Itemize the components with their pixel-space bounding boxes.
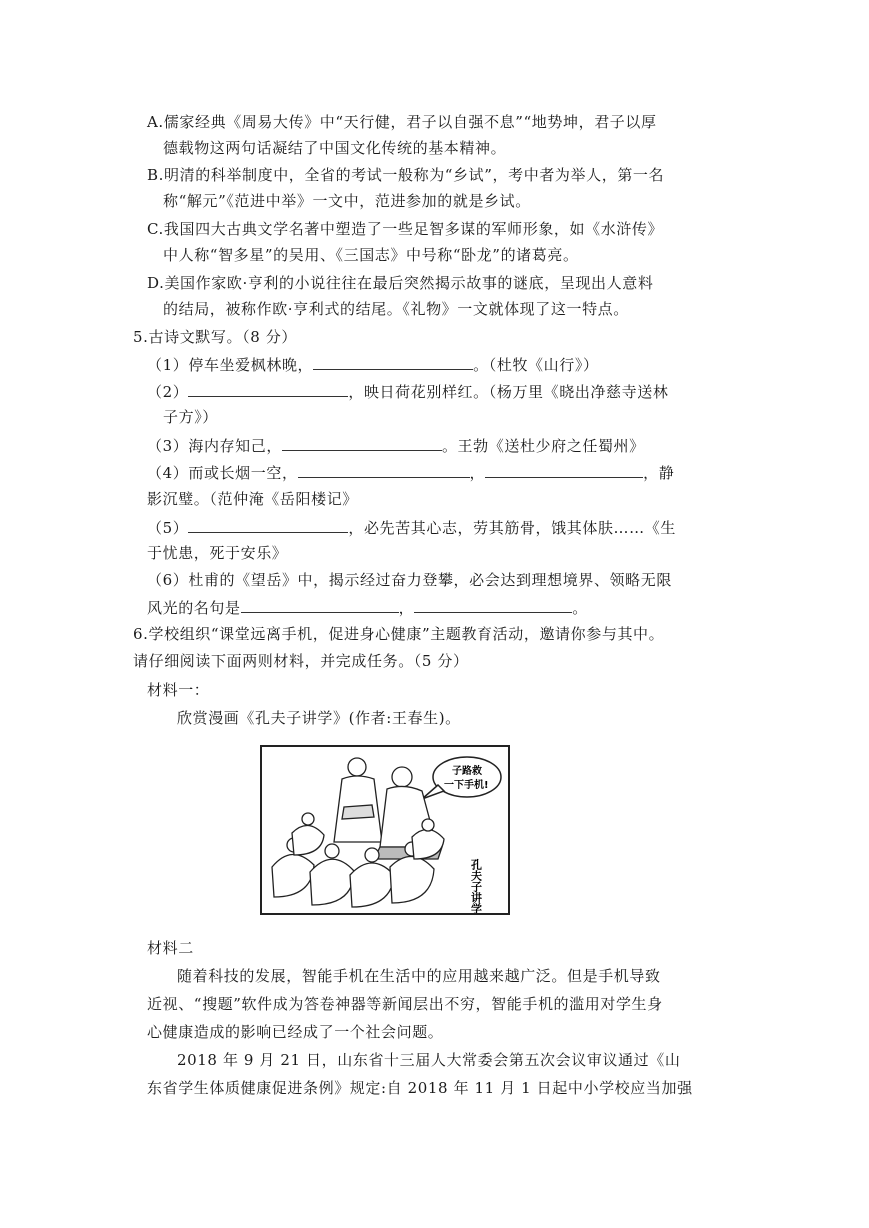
answer-blank[interactable] bbox=[282, 435, 442, 451]
q5-item-2-cont: 子方》） bbox=[163, 408, 218, 426]
material-1-label: 材料一： bbox=[147, 681, 210, 699]
bubble-text-2: 一下手机! bbox=[444, 780, 489, 791]
option-c-line-1: C.我国四大古典文学名著中塑造了一些足智多谋的军师形象，如《水浒传》 bbox=[147, 220, 664, 238]
q5-item-5: （5） ，必先苦其心志，劳其筋骨，饿其体肤……《生 bbox=[147, 519, 676, 537]
q5-item-5-cont: 于忧患，死于安乐》 bbox=[147, 544, 288, 562]
comic-illustration bbox=[260, 745, 510, 915]
answer-blank[interactable] bbox=[298, 462, 470, 478]
answer-blank[interactable] bbox=[313, 354, 473, 370]
option-d-line-2: 的结局，被称作欧·亨利式的结尾。《礼物》一文就体现了这一特点。 bbox=[163, 300, 629, 318]
option-b-line-2: 称“解元”《范进中举》一文中，范进参加的就是乡试。 bbox=[163, 192, 531, 210]
answer-blank[interactable] bbox=[188, 517, 348, 533]
answer-blank[interactable] bbox=[414, 597, 572, 613]
q5-item-4-cont: 影沉璧。（范仲淹《岳阳楼记》 bbox=[147, 490, 358, 508]
q5-item-4: （4）而或长烟一空， ， ，静 bbox=[147, 464, 675, 482]
answer-blank[interactable] bbox=[241, 597, 399, 613]
q5-item-1: （1）停车坐爱枫林晚， 。（杜牧《山行》） bbox=[147, 356, 599, 374]
option-c-line-2: 中人称“智多星”的吴用、《三国志》中号称“卧龙”的诸葛亮。 bbox=[163, 246, 579, 264]
bubble-text-1: 子路救 bbox=[452, 766, 482, 777]
option-b-line-1: B.明清的科举制度中，全省的考试一般称为“乡试”，考中者为举人，第一名 bbox=[147, 166, 665, 184]
q5-item-6-cont: 风光的名句是 ， 。 bbox=[147, 599, 588, 617]
material-2-p1-line-3: 心健康造成的影响已经成了一个社会问题。 bbox=[147, 1023, 444, 1041]
q5-item-2: （2） ，映日荷花别样红。（杨万里《晓出净慈寺送林 bbox=[147, 383, 669, 401]
material-2-p2-line-2: 东省学生体质健康促进条例》规定:自 2018 年 11 月 1 日起中小学校应当加强 bbox=[147, 1079, 693, 1097]
material-2-p1-line-1: 随着科技的发展，智能手机在生活中的应用越来越广泛。但是手机导致 bbox=[177, 967, 661, 985]
option-a-line-1: A.儒家经典《周易大传》中“天行健，君子以自强不息”“地势坤，君子以厚 bbox=[147, 113, 657, 131]
material-1-text: 欣赏漫画《孔夫子讲学》(作者:王春生)。 bbox=[177, 709, 461, 727]
material-2-p1-line-2: 近视、“搜题”软件成为答卷神器等新闻层出不穷，智能手机的滥用对学生身 bbox=[147, 995, 663, 1013]
q5-item-3: （3）海内存知己， 。王勃《送杜少府之任蜀州》 bbox=[147, 437, 645, 455]
answer-blank[interactable] bbox=[485, 462, 643, 478]
option-a-line-2: 德载物这两句话凝结了中国文化传统的基本精神。 bbox=[163, 139, 507, 157]
question-5-title: 5.古诗文默写。（8 分） bbox=[133, 328, 297, 346]
comic-title: 孔夫子讲学 bbox=[469, 859, 483, 913]
option-d-line-1: D.美国作家欧·亨利的小说往往在最后突然揭示故事的谜底，呈现出人意料 bbox=[147, 274, 654, 292]
confucius-figure bbox=[334, 758, 382, 842]
material-2-label: 材料二 bbox=[147, 939, 194, 957]
answer-blank[interactable] bbox=[188, 381, 348, 397]
comic-drawing bbox=[262, 747, 508, 913]
question-6-line-2: 请仔细阅读下面两则材料，并完成任务。（5 分） bbox=[133, 652, 469, 670]
question-6-line-1: 6.学校组织“课堂远离手机，促进身心健康”主题教育活动，邀请你参与其中。 bbox=[133, 625, 665, 643]
material-2-p2-line-1: 2018 年 9 月 21 日，山东省十三届人大常委会第五次会议审议通过《山 bbox=[177, 1051, 681, 1069]
q5-item-6: （6）杜甫的《望岳》中，揭示经过奋力登攀，必会达到理想境界、领略无限 bbox=[147, 571, 672, 589]
